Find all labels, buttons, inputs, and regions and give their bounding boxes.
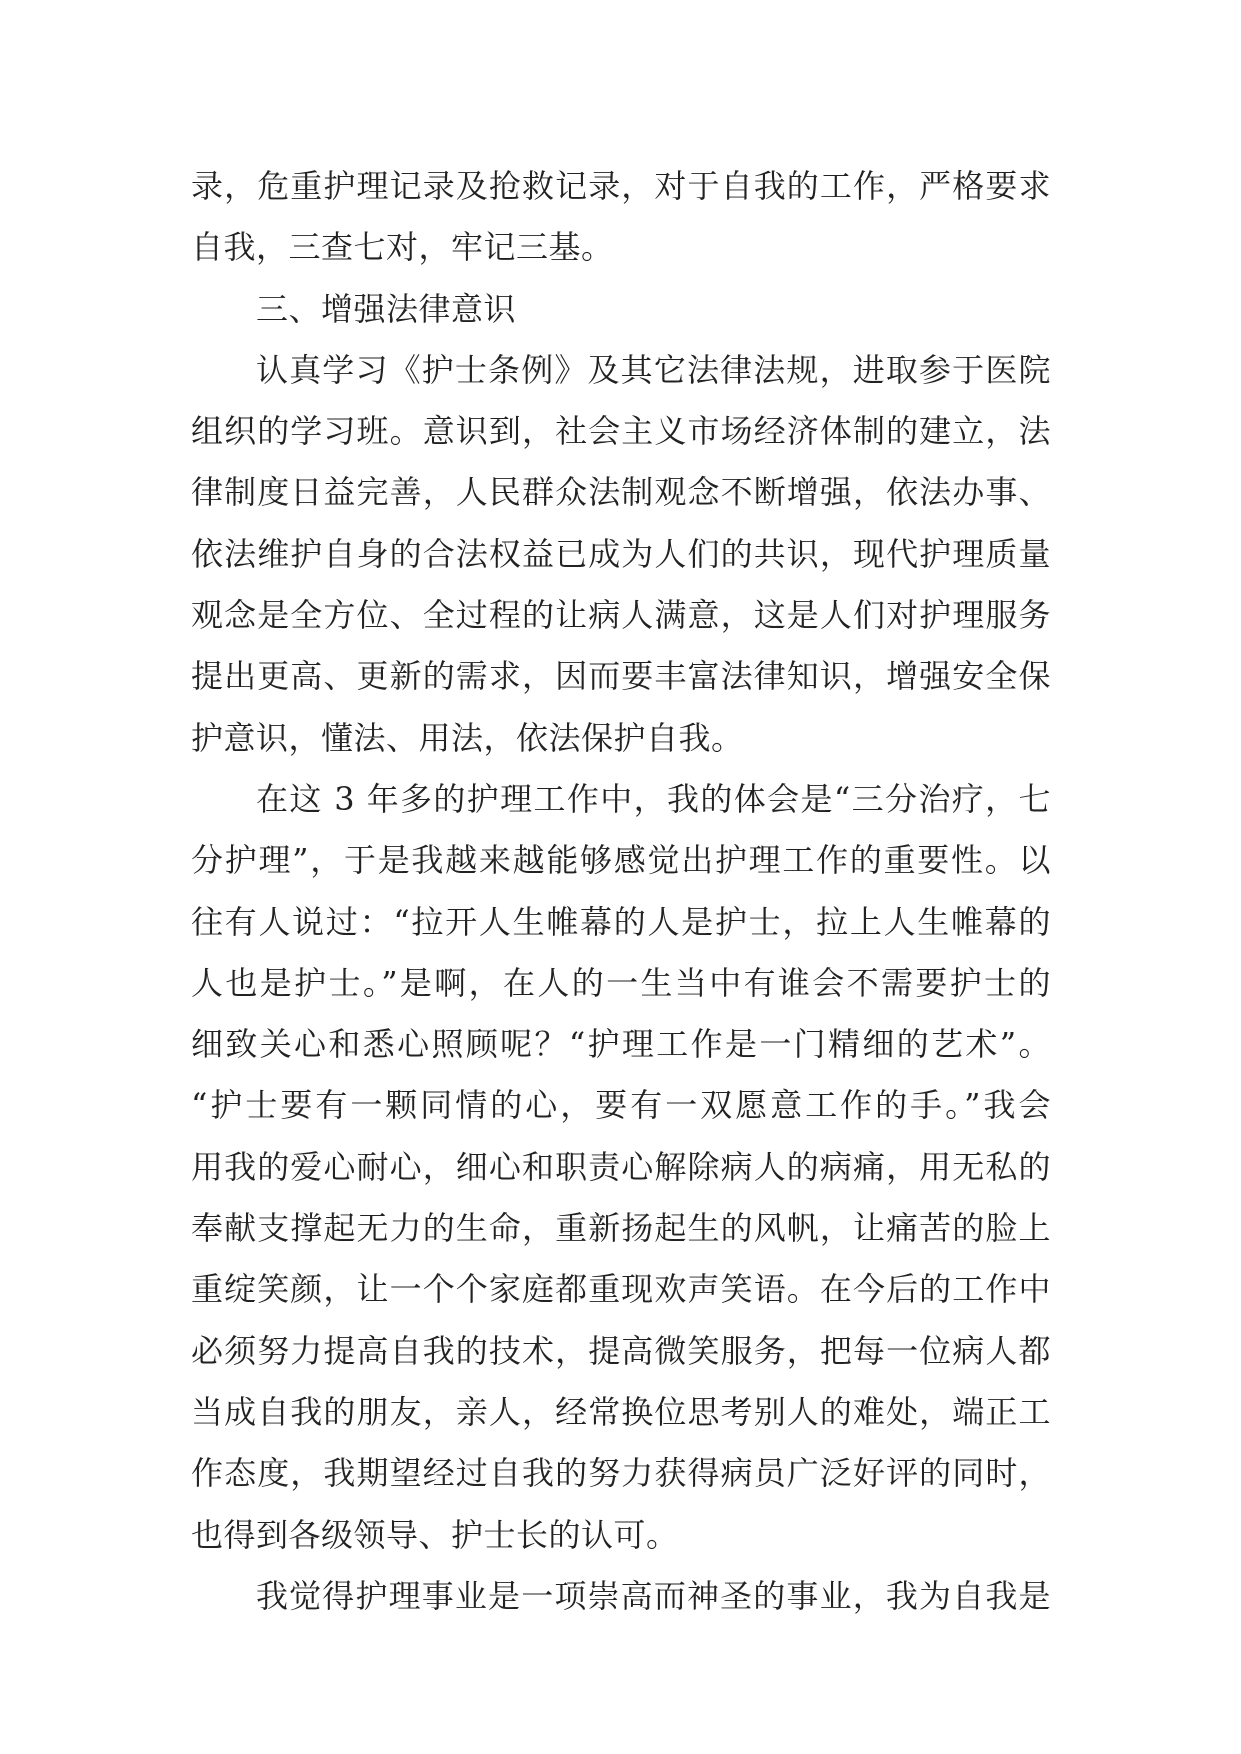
text-line: 我觉得护理事业是一项崇高而神圣的事业，我为自我是 xyxy=(256,1576,1051,1615)
text-line: 细致关心和悉心照顾呢？“护理工作是一门精细的艺术”。 xyxy=(191,1025,1051,1064)
text-line: 用我的爱心耐心，细心和职责心解除病人的病痛，用无私的 xyxy=(191,1147,1051,1186)
text-line: 分护理”，于是我越来越能够感觉出护理工作的重要性。以 xyxy=(191,841,1051,880)
text-line: 在这 3 年多的护理工作中，我的体会是“三分治疗，七 xyxy=(256,779,1051,818)
text-line: 当成自我的朋友，亲人，经常换位思考别人的难处，端正工 xyxy=(191,1392,1051,1431)
text-line: 往有人说过：“拉开人生帷幕的人是护士，拉上人生帷幕的 xyxy=(191,902,1051,941)
text-line: 依法维护自身的合法权益已成为人们的共识，现代护理质量 xyxy=(191,534,1051,573)
text-line: 认真学习《护士条例》及其它法律法规，进取参于医院 xyxy=(256,350,1051,389)
text-line: 观念是全方位、全过程的让病人满意，这是人们对护理服务 xyxy=(191,596,1051,635)
text-line: 必须努力提高自我的技术，提高微笑服务，把每一位病人都 xyxy=(191,1331,1051,1370)
text-line: 重绽笑颜，让一个个家庭都重现欢声笑语。在今后的工作中 xyxy=(191,1270,1051,1309)
text-line: 录，危重护理记录及抢救记录，对于自我的工作，严格要求 xyxy=(191,167,1051,205)
text-line: 也得到各级领导、护士长的认可。 xyxy=(191,1515,679,1554)
text-line: 人也是护士。”是啊，在人的一生当中有谁会不需要护士的 xyxy=(191,963,1051,1002)
text-line: 奉献支撑起无力的生命，重新扬起生的风帆，让痛苦的脸上 xyxy=(191,1209,1051,1248)
document-body xyxy=(191,156,1051,1627)
text-line: 律制度日益完善，人民群众法制观念不断增强，依法办事、 xyxy=(191,473,1051,512)
text-line: 护意识，懂法、用法，依法保护自我。 xyxy=(191,718,744,757)
text-line: 自我，三查七对，牢记三基。 xyxy=(191,228,614,267)
section-heading: 三、增强法律意识 xyxy=(256,289,517,328)
text-line: 提出更高、更新的需求，因而要丰富法律知识，增强安全保 xyxy=(191,657,1051,696)
text-line: 作态度，我期望经过自我的努力获得病员广泛好评的同时， xyxy=(191,1454,1051,1493)
text-line: 组织的学习班。意识到，社会主义市场经济体制的建立，法 xyxy=(191,412,1051,451)
text-line: “护士要有一颗同情的心，要有一双愿意工作的手。”我会 xyxy=(191,1086,1051,1125)
